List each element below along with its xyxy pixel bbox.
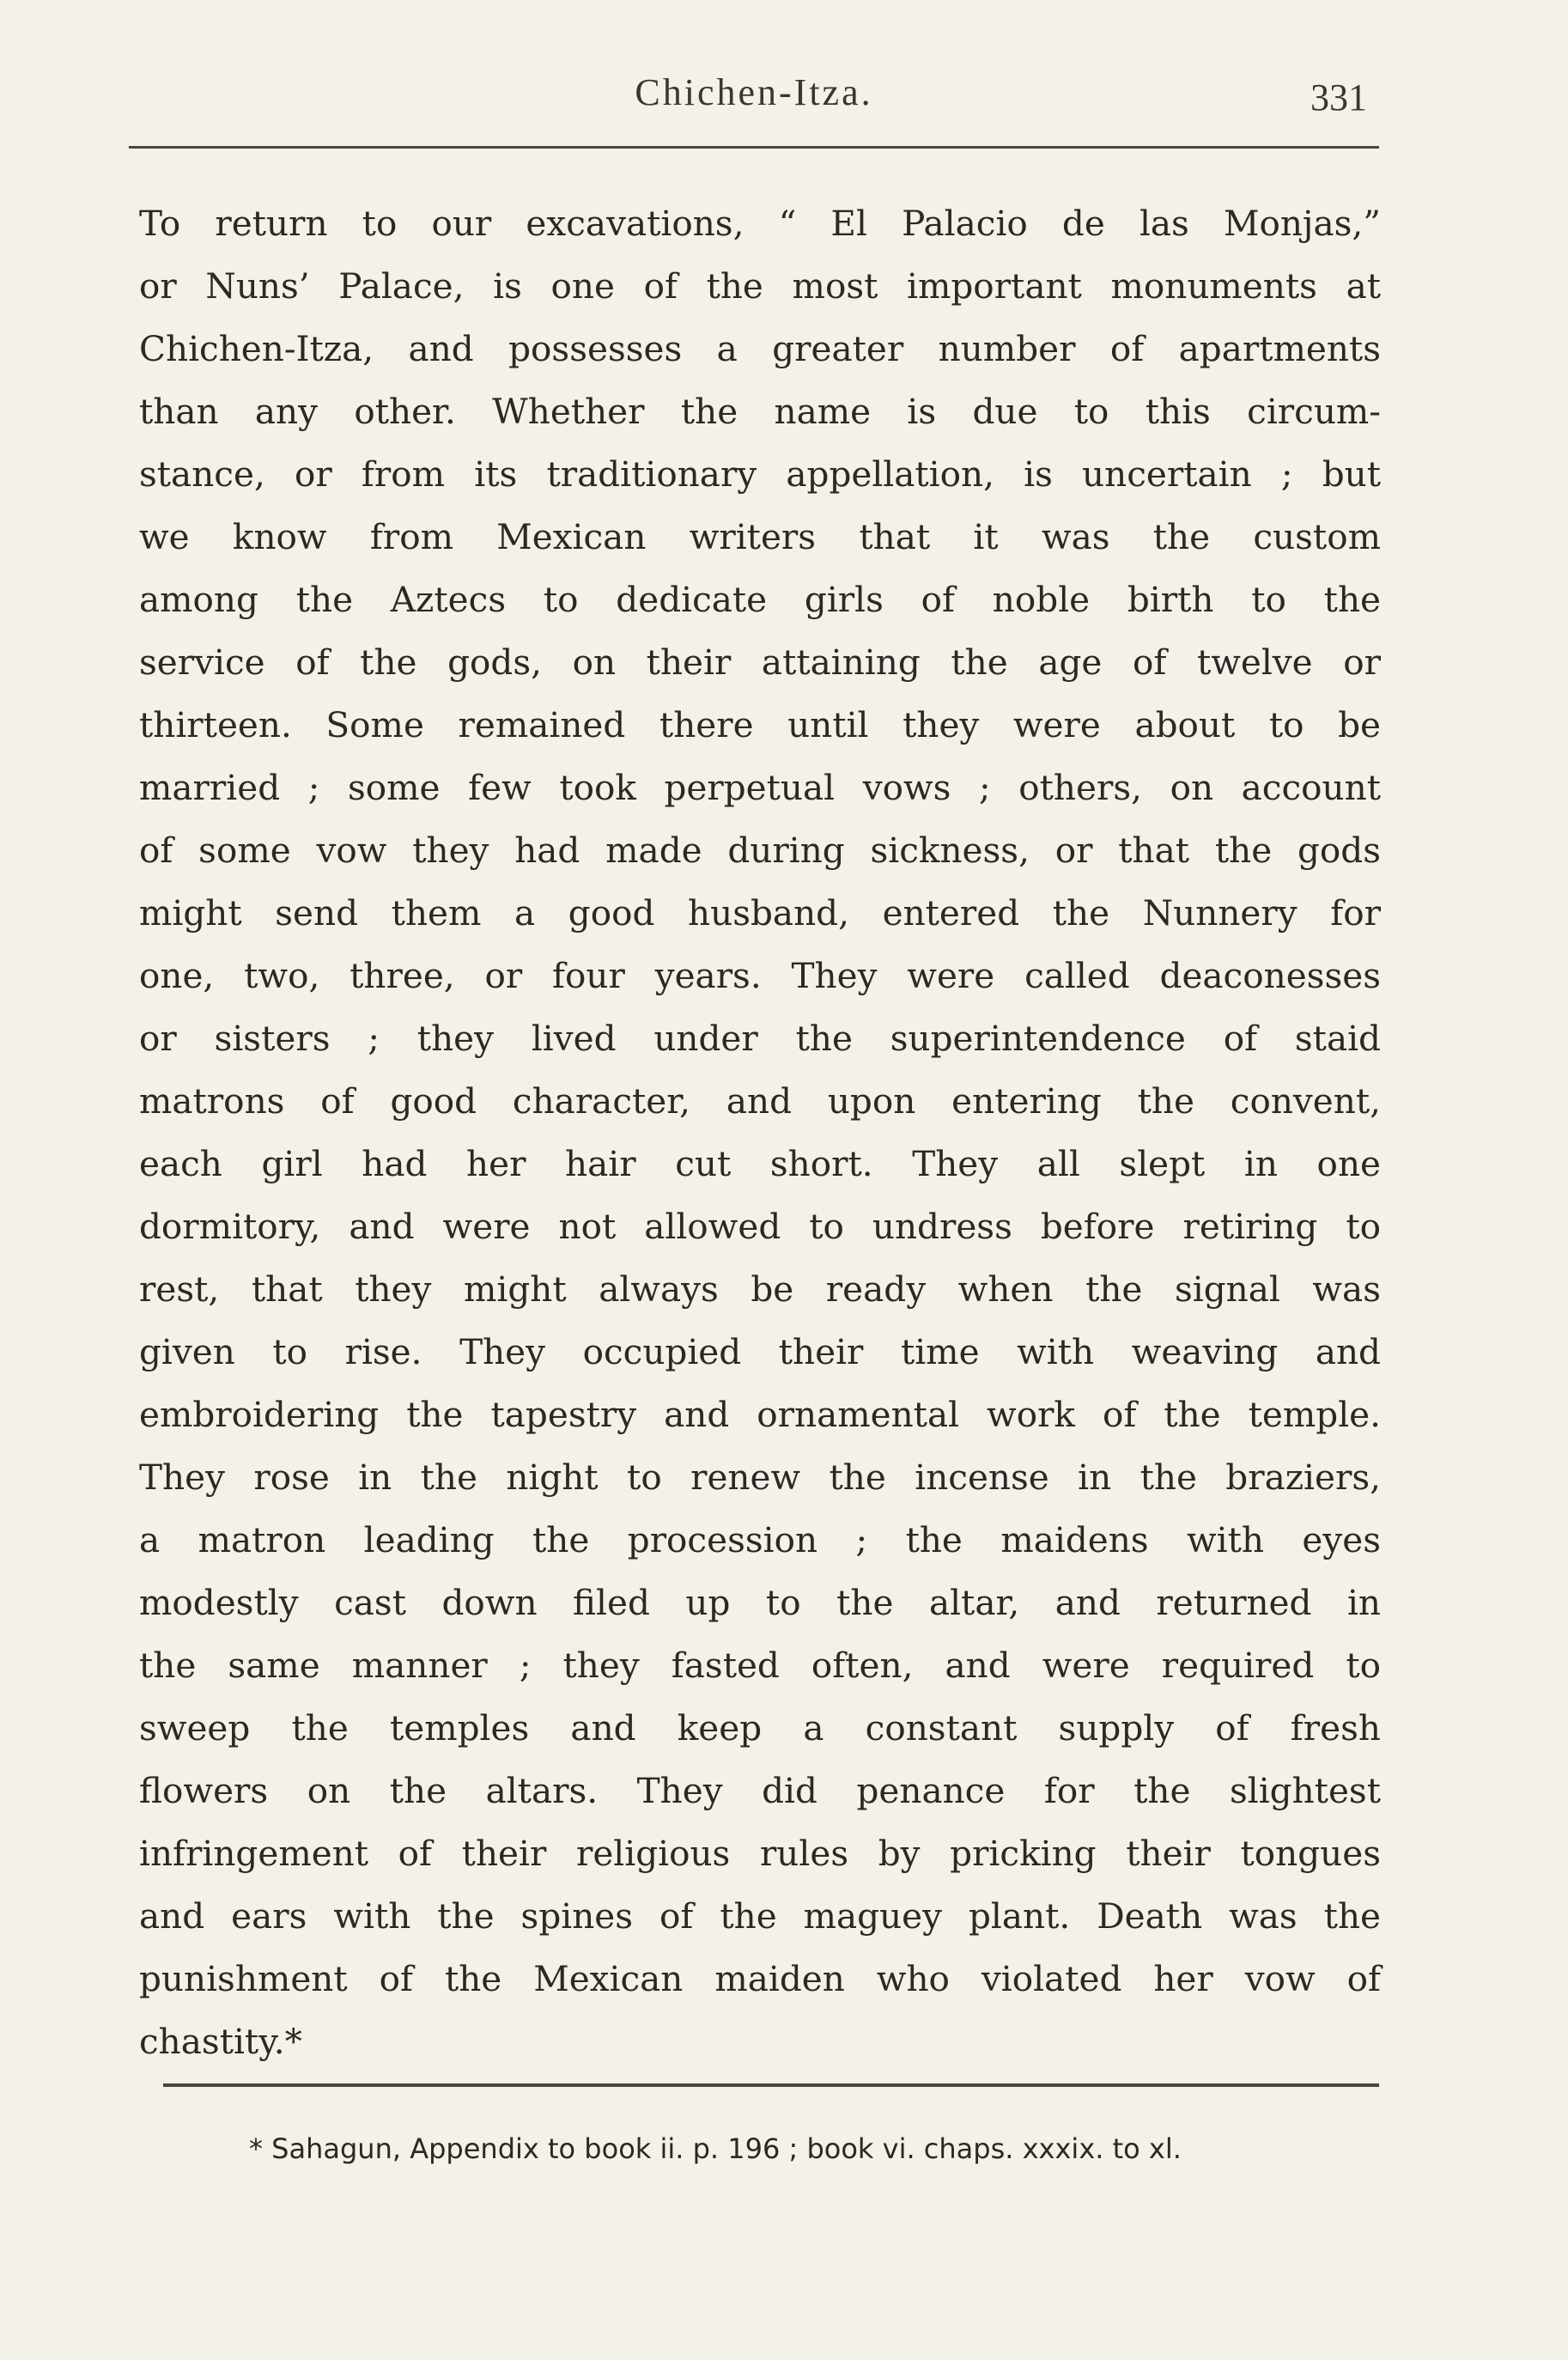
- text-line: stance, or from its traditionary appellation, is uncertain ; but: [139, 453, 1381, 495]
- text-line: of some vow they had made during sickness, or that the gods: [139, 830, 1381, 871]
- text-line: or Nuns’ Palace, is one of the most important monuments at: [139, 265, 1381, 307]
- text-line: service of the gods, on their attaining the age of twelve or: [139, 642, 1381, 683]
- text-line: each girl had her hair cut short. They all slept in one: [139, 1143, 1381, 1184]
- text-line: given to rise. They occupied their time with weaving and: [139, 1331, 1381, 1372]
- text-line: one, two, three, or four years. They were called deaconesses: [139, 955, 1381, 996]
- text-line: and ears with the spines of the maguey plant. Death was the: [139, 1895, 1381, 1937]
- text-line: matrons of good character, and upon entering the convent,: [139, 1080, 1381, 1122]
- text-line: embroidering the tapestry and ornamental work of the temple.: [139, 1394, 1381, 1435]
- text-line: modestly cast down filed up to the altar, and returned in: [139, 1582, 1381, 1623]
- text-line: among the Aztecs to dedicate girls of noble birth to the: [139, 579, 1381, 620]
- text-line: or sisters ; they lived under the superintendence of staid: [139, 1018, 1381, 1059]
- text-line: dormitory, and were not allowed to undress before retiring to: [139, 1206, 1381, 1247]
- text-line: thirteen. Some remained there until they were about to be: [139, 704, 1381, 745]
- text-line: rest, that they might always be ready when the signal was: [139, 1268, 1381, 1310]
- text-line: we know from Mexican writers that it was the custom: [139, 516, 1381, 557]
- body-paragraph: [139, 192, 1381, 2073]
- text-line: might send them a good husband, entered the Nunnery for: [139, 892, 1381, 934]
- text-line: To return to our excavations, “ El Palacio de las Monjas,”: [139, 203, 1381, 244]
- text-line: Chichen-Itza, and possesses a greater number of apartments: [139, 328, 1381, 369]
- footnote: * Sahagun, Appendix to book ii. p. 196 ; book vi. chaps. xxxix. to xl.: [249, 2132, 1182, 2165]
- text-line: the same manner ; they fasted often, and were required to: [139, 1645, 1381, 1686]
- text-line: a matron leading the procession ; the maidens with eyes: [139, 1519, 1381, 1560]
- text-line: punishment of the Mexican maiden who violated her vow of: [139, 1958, 1381, 1999]
- footnote-rule: [163, 2083, 1379, 2087]
- text-line: infringement of their religious rules by pricking their tongues: [139, 1833, 1381, 1874]
- text-line: They rose in the night to renew the incense in the braziers,: [139, 1457, 1381, 1498]
- text-line: than any other. Whether the name is due to this circum-: [139, 391, 1381, 432]
- page-header: [129, 70, 1379, 131]
- text-line: chastity.*: [139, 2021, 302, 2062]
- text-line: married ; some few took perpetual vows ; others, on account: [139, 767, 1381, 808]
- header-rule: [129, 146, 1379, 149]
- running-head: Chichen-Itza.: [635, 71, 873, 113]
- text-line: flowers on the altars. They did penance for the slightest: [139, 1770, 1381, 1811]
- text-line: sweep the temples and keep a constant supply of fresh: [139, 1707, 1381, 1749]
- page-number: 331: [1310, 76, 1367, 119]
